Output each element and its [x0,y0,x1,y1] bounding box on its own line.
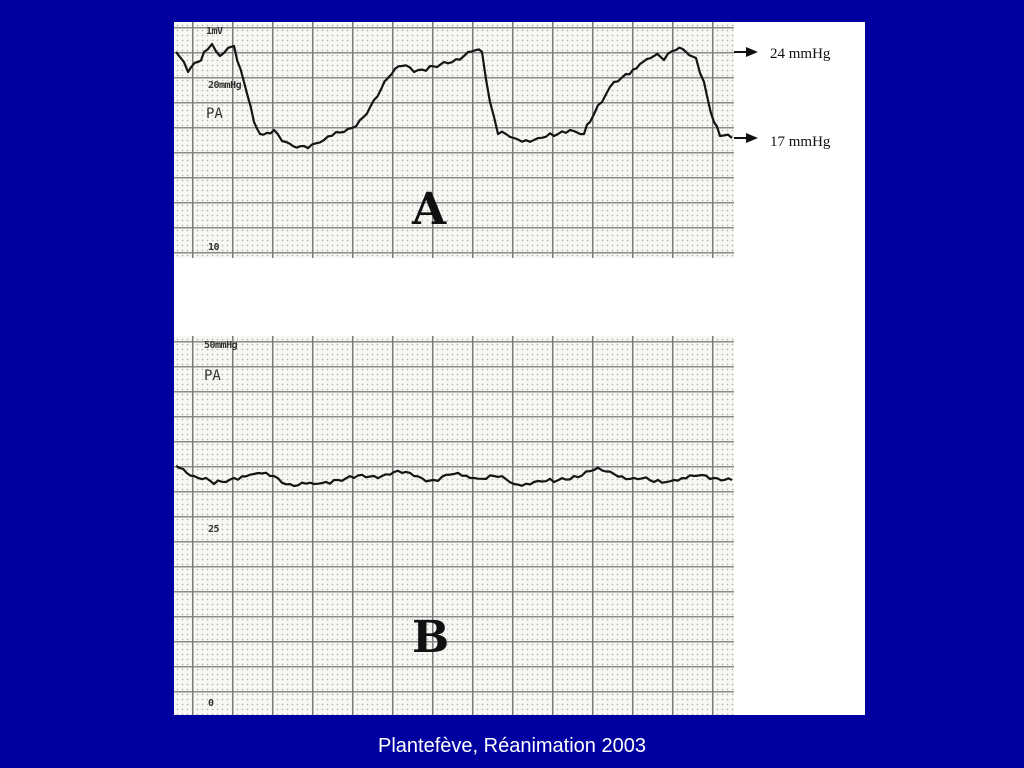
arrow-24mmhg-head [746,47,758,57]
lead-label-pa: PA [206,106,223,122]
pressure-strip-b [174,336,734,715]
scale-label-1mv: 1mV [206,26,223,37]
citation: Plantefève, Réanimation 2003 [378,735,646,757]
scale-label-25: 25 [208,524,220,535]
scale-label-0: 0 [208,698,214,709]
arrow-17mmhg-head [746,133,758,143]
panel-letter-a: A [412,184,447,235]
level-label-24mmhg: 24 mmHg [770,46,831,62]
scale-label-20mmhg: 20mmHg [208,80,242,91]
figure-panel [174,22,865,715]
pressure-strip-a [174,22,734,258]
scale-label-10: 10 [208,242,220,253]
panel-letter-b: B [412,612,450,663]
level-arrows [734,22,764,258]
level-label-17mmhg: 17 mmHg [770,134,831,150]
lead-label-pa-b: PA [204,368,221,384]
scale-label-50mmhg: 50mmHg [204,340,238,351]
pressure-trace-a [174,22,734,258]
pressure-trace-b [174,336,734,715]
